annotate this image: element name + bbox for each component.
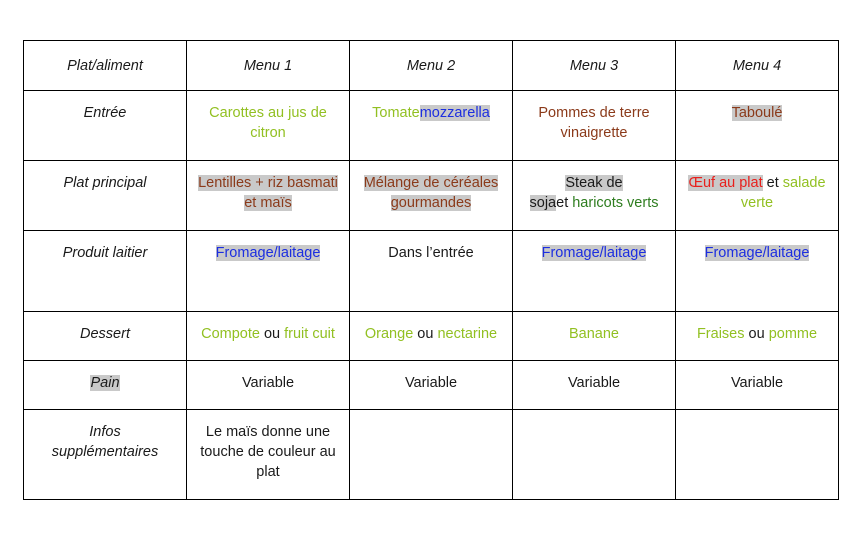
- header-menu-2: Menu 2: [350, 41, 513, 91]
- header-plat-aliment: Plat/aliment: [24, 41, 187, 91]
- dessert-menu-2-text-b: ou: [413, 326, 438, 342]
- cell-infos-menu-4: [676, 410, 839, 500]
- row-label-pain: [24, 361, 187, 410]
- cell-laitier-menu-1: [187, 231, 350, 312]
- plat-menu-3-text-a: Steak de: [565, 175, 623, 191]
- plat-menu-4-text-c: salade verte: [740, 175, 826, 211]
- cell-entree-menu-2: [350, 91, 513, 161]
- entree-menu-2-text-b: mozzarella: [419, 105, 490, 121]
- dessert-menu-1-text-c: fruit cuit: [284, 326, 335, 342]
- row-label-plat-principal: Plat principal: [24, 161, 187, 231]
- cell-plat-menu-3: [513, 161, 676, 231]
- dessert-menu-1-text-b: ou: [259, 326, 285, 342]
- row-label-infos-supplementaires: Infos supplémentaires: [24, 410, 187, 500]
- menu-table: [23, 40, 839, 500]
- cell-dessert-menu-4: [676, 312, 839, 361]
- cell-plat-menu-2: [350, 161, 513, 231]
- header-menu-4: Menu 4: [676, 41, 839, 91]
- cell-infos-menu-2: [350, 410, 513, 500]
- dessert-menu-3-text: Banane: [569, 326, 619, 342]
- cell-dessert-menu-2: [350, 312, 513, 361]
- entree-menu-4-text: Taboulé: [731, 105, 783, 121]
- entree-menu-3-text: Pommes de terre vinaigrette: [538, 105, 650, 141]
- dessert-menu-4-text-b: ou: [744, 326, 769, 342]
- row-plat-principal: [24, 161, 839, 231]
- entree-menu-2-text-a: Tomate: [372, 105, 420, 121]
- laitier-menu-1-text: Fromage/laitage: [215, 245, 321, 261]
- cell-laitier-menu-2: [350, 231, 513, 312]
- plat-menu-3-text-c: et: [556, 195, 569, 211]
- cell-pain-menu-4: Variable: [676, 361, 839, 410]
- row-produit-laitier: [24, 231, 839, 312]
- row-label-dessert: Dessert: [24, 312, 187, 361]
- header-row: [24, 41, 839, 91]
- plat-menu-1-text: Lentilles + riz basmati et maïs: [198, 175, 338, 211]
- cell-pain-menu-2: Variable: [350, 361, 513, 410]
- cell-entree-menu-4: [676, 91, 839, 161]
- cell-entree-menu-1: [187, 91, 350, 161]
- cell-infos-menu-1: Le maïs donne une touche de couleur au plat: [187, 410, 350, 500]
- dessert-menu-4-text-c: pomme: [768, 326, 818, 342]
- row-infos-supplementaires: [24, 410, 839, 500]
- cell-pain-menu-1: Variable: [187, 361, 350, 410]
- plat-menu-4-text-b: et: [762, 175, 783, 191]
- cell-laitier-menu-4: [676, 231, 839, 312]
- header-menu-1: Menu 1: [187, 41, 350, 91]
- laitier-menu-4-text: Fromage/laitage: [704, 245, 810, 261]
- entree-menu-1-text: Carottes au jus de citron: [209, 105, 327, 141]
- cell-dessert-menu-3: [513, 312, 676, 361]
- cell-pain-menu-3: Variable: [513, 361, 676, 410]
- dessert-menu-1-text-a: Compote: [201, 326, 260, 342]
- plat-menu-4-text-a: Œuf au plat: [688, 175, 763, 191]
- laitier-menu-2-text: Dans l’entrée: [388, 245, 474, 261]
- row-label-entree: Entrée: [24, 91, 187, 161]
- plat-menu-2-text: Mélange de céréales gourmandes: [363, 175, 499, 211]
- pain-label-text: Pain: [90, 375, 120, 391]
- cell-laitier-menu-3: [513, 231, 676, 312]
- laitier-menu-3-text: Fromage/laitage: [541, 245, 647, 261]
- dessert-menu-2-text-a: Orange: [364, 326, 414, 342]
- cell-plat-menu-4: [676, 161, 839, 231]
- cell-dessert-menu-1: [187, 312, 350, 361]
- plat-menu-3-text-d: haricots verts: [568, 195, 659, 211]
- cell-plat-menu-1: [187, 161, 350, 231]
- row-label-produit-laitier: Produit laitier: [24, 231, 187, 312]
- cell-entree-menu-3: [513, 91, 676, 161]
- dessert-menu-4-text-a: Fraises: [696, 326, 745, 342]
- plat-menu-3-text-b: soja: [529, 195, 557, 211]
- row-entree: [24, 91, 839, 161]
- cell-infos-menu-3: [513, 410, 676, 500]
- header-menu-3: Menu 3: [513, 41, 676, 91]
- dessert-menu-2-text-c: nectarine: [437, 326, 498, 342]
- row-pain: [24, 361, 839, 410]
- row-dessert: [24, 312, 839, 361]
